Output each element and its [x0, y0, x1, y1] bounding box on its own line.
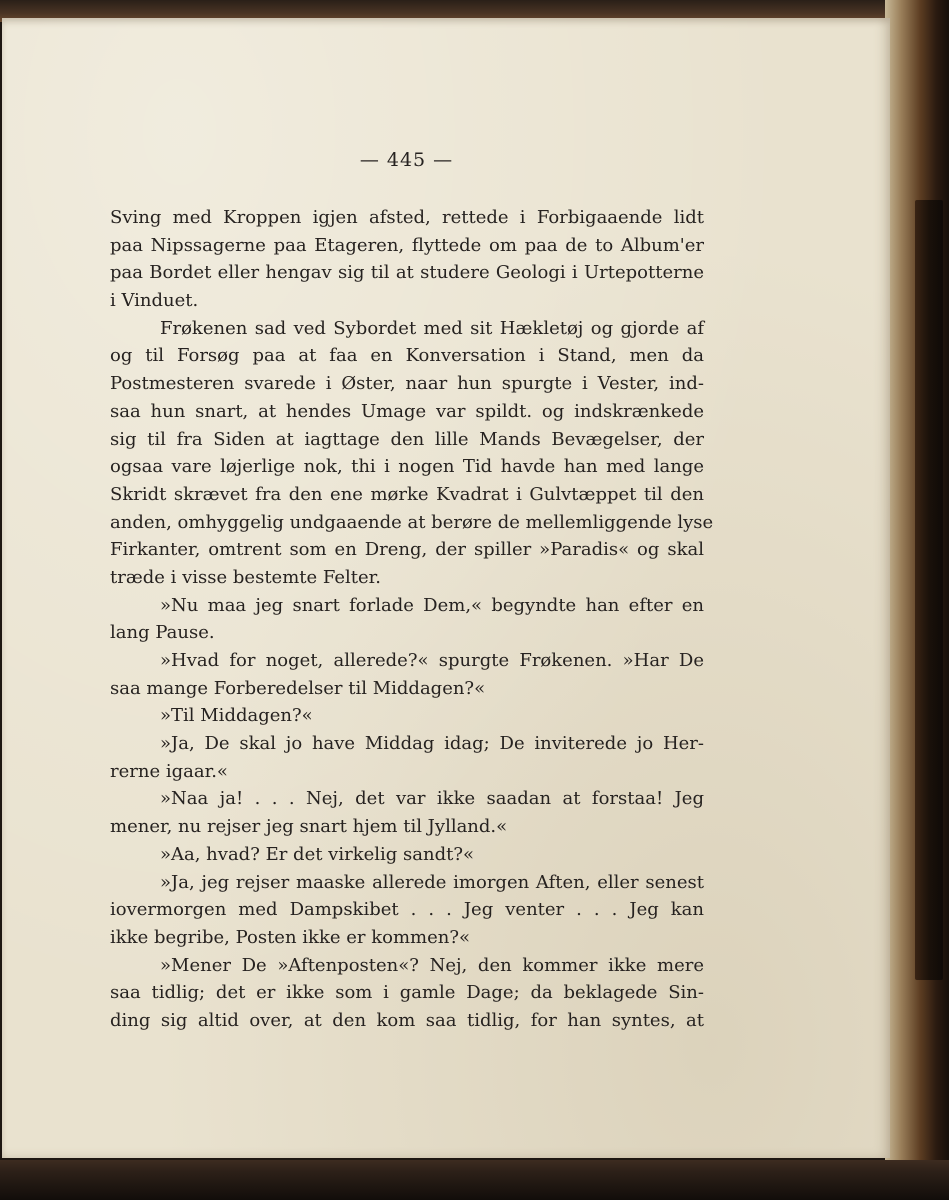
text-line: saa hun snart, at hendes Umage var spildt. og indskrænkede [110, 400, 704, 422]
text-line: Postmesteren svarede i Øster, naar hun spurgte i Vester, ind- [110, 373, 704, 395]
text-line: saa tidlig; det er ikke som i gamle Dage; da beklagede Sin- [110, 982, 704, 1004]
text-line: rerne igaar.« [110, 760, 228, 782]
text-line: paa Bordet eller hengav sig til at studere Geologi i Urtepotterne [110, 262, 704, 284]
text-line: anden, omhyggelig undgaaende at berøre de mellemliggende lyse [110, 511, 714, 533]
text-line: »Ja, jeg rejser maaske allerede imorgen Aften, eller senest [160, 871, 704, 893]
text-line: »Ja, De skal jo have Middag idag; De inviterede jo Her- [160, 733, 704, 755]
text-line: saa mange Forberedelser til Middagen?« [110, 677, 486, 699]
book-binding-bottom [0, 1160, 949, 1200]
text-line: Frøkenen sad ved Sybordet med sit Hækletøj og gjorde af [160, 317, 704, 339]
text-line: træde i visse bestemte Felter. [110, 566, 382, 588]
text-line: ikke begribe, Posten ikke er kommen?« [110, 926, 470, 948]
text-line: »Til Middagen?« [160, 705, 313, 727]
text-line: Firkanter, omtrent som en Dreng, der spiller »Paradis« og skal [110, 539, 704, 561]
text-line: »Hvad for noget, allerede?« spurgte Frøkenen. »Har De [160, 650, 704, 671]
text-line: mener, nu rejser jeg snart hjem til Jylland.« [110, 816, 508, 838]
text-line: ogsaa vare løjerlige nok, thi i nogen Tid havde han med lange [110, 456, 704, 478]
page-number: — 445 — [359, 149, 454, 171]
text-line: Skridt skrævet fra den ene mørke Kvadrat i Gulvtæppet til den [110, 483, 704, 505]
text-line: »Naa ja! . . . Nej, det var ikke saadan at forstaa! Jeg [160, 788, 704, 810]
text-line: og til Forsøg paa at faa en Konversation i Stand, men da [110, 345, 704, 367]
body-text [110, 204, 714, 1035]
text-line: sig til fra Siden at iagttage den lille Mands Bevægelser, der [110, 428, 704, 450]
book-spine-strip [915, 200, 943, 980]
text-line: Sving med Kroppen igjen afsted, rettede i Forbigaaende lidt [110, 207, 704, 228]
text-line: »Nu maa jeg snart forlade Dem,« begyndte han efter en [160, 594, 704, 616]
text-line: ding sig altid over, at den kom saa tidlig, for han syntes, at [110, 1009, 704, 1031]
text-line: i Vinduet. [110, 290, 199, 312]
text-line: iovermorgen med Dampskibet . . . Jeg venter . . . Jeg kan [110, 899, 704, 921]
text-line: »Mener De »Aftenposten«? Nej, den kommer ikke mere [160, 954, 704, 976]
text-line: »Aa, hvad? Er det virkelig sandt?« [160, 843, 474, 865]
text-line: paa Nipssagerne paa Etageren, flyttede om paa de to Album'er [110, 234, 704, 256]
text-line: lang Pause. [110, 622, 215, 644]
book-page [2, 18, 890, 1158]
